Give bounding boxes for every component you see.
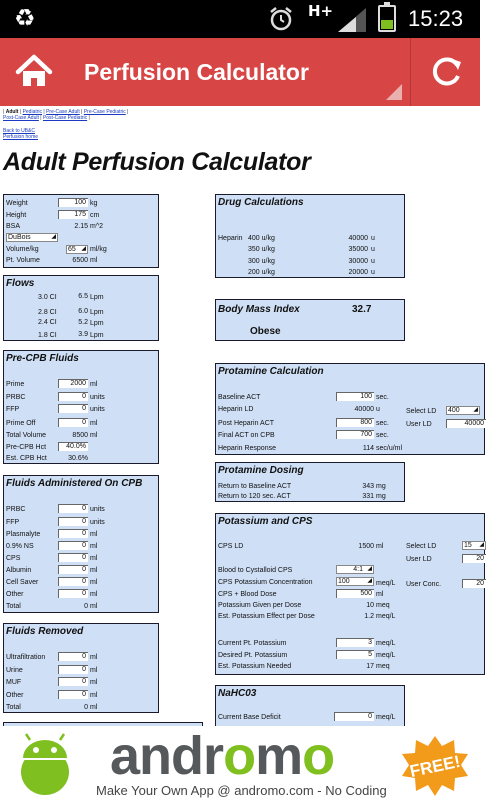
ratio-select[interactable]	[336, 565, 374, 574]
drug-value: 40000	[348, 235, 368, 242]
refresh-icon[interactable]	[412, 38, 480, 106]
pre-cpb-unit: ml	[90, 381, 98, 388]
home-icon[interactable]	[0, 38, 68, 106]
prime-off-input[interactable]: 0	[58, 418, 88, 427]
ratio-label: Blood to Cystalloid CPS	[218, 567, 293, 574]
cps-ld-unit: ml	[376, 543, 384, 550]
bmi-panel	[215, 299, 405, 341]
effect-label: Est. Potassium Effect per Dose	[218, 613, 315, 620]
pt-volume-label: Pt. Volume	[6, 257, 40, 264]
heparin-ld-value: 40000	[354, 406, 374, 413]
base-deficit-input[interactable]: 0	[334, 712, 374, 721]
fluid-input[interactable]: 0	[58, 553, 88, 562]
concentration-select[interactable]	[336, 577, 374, 586]
flow-ci: 2.8 CI	[38, 309, 57, 316]
protamine-unit: sec.	[376, 420, 389, 427]
given-unit: meq	[376, 602, 390, 609]
removed-label: Ultrafiltration	[6, 654, 46, 661]
fluid-label: Total	[6, 603, 21, 610]
signal-icon	[336, 8, 368, 32]
flows-title: Flows	[6, 278, 35, 289]
fluid-total-value: 0	[84, 603, 88, 610]
est-cpb-hct-value: 30.6%	[68, 455, 88, 462]
given-value: 10	[366, 602, 374, 609]
overflow-indicator-icon	[386, 84, 402, 100]
ad-brand	[110, 726, 334, 786]
free-badge-text: FREE!	[408, 751, 463, 782]
needed-unit: meq	[376, 663, 390, 670]
pre-cpb-panel	[3, 350, 159, 464]
current-potassium-input[interactable]: 3	[336, 638, 374, 647]
pre-cpb-title: Pre-CPB Fluids	[6, 353, 79, 364]
protamine-label: Heparin LD	[218, 406, 254, 413]
protamine-dosing-panel	[215, 462, 405, 502]
pre-cpb-label: Total Volume	[6, 432, 47, 439]
heparin-response-value: 114	[362, 445, 374, 452]
volume-kg-unit: ml/kg	[90, 246, 107, 253]
fluid-label: Albumin	[6, 567, 32, 574]
pt-volume-value: 6500	[72, 257, 88, 264]
free-badge	[400, 734, 470, 798]
dosing-unit: mg	[376, 493, 386, 500]
dropdown-arrow-icon: ◢	[473, 407, 478, 413]
ffp-input[interactable]: 0	[58, 404, 88, 413]
drug-dose: 350 u/kg	[248, 246, 275, 253]
drug-dose: 300 u/kg	[248, 258, 275, 265]
flow-ci: 2.4 CI	[38, 319, 57, 326]
protamine-dosing-title: Protamine Dosing	[218, 465, 304, 476]
flow-unit: Lpm	[90, 294, 104, 301]
removed-unit: ml	[90, 654, 98, 661]
potassium-title: Potassium and CPS	[218, 516, 313, 527]
drug-unit: u	[371, 246, 375, 253]
drug-value: 35000	[348, 246, 368, 253]
divider	[410, 38, 411, 106]
fluid-label: Plasmalyte	[6, 531, 41, 538]
dosing-label: Return to Baseline ACT	[218, 483, 292, 490]
removed-input[interactable]: 0	[58, 690, 88, 699]
k-select-ld-dropdown[interactable]	[462, 541, 486, 550]
battery-icon	[378, 5, 396, 32]
fluids-cpb-panel	[3, 475, 159, 613]
fluid-unit: units	[90, 506, 105, 513]
nav-link-pre-case-pediatric[interactable]: Pre-Case Pediatric	[83, 109, 126, 115]
removed-label: MUF	[6, 679, 22, 686]
bmi-category: Obese	[250, 326, 281, 337]
select-ld-value: 400	[448, 407, 460, 414]
fluid-unit: ml	[90, 603, 98, 610]
flow-ci: 1.8 CI	[38, 332, 57, 339]
nav-link-post-case-pediatric[interactable]: Post-Case Pediatric	[42, 115, 88, 121]
final-act-input[interactable]: 700	[336, 430, 374, 439]
dropdown-arrow-icon: ◢	[367, 566, 372, 572]
fluids-cpb-title: Fluids Administered On CPB	[6, 478, 143, 489]
home-link[interactable]: Perfusion home	[3, 134, 39, 140]
fluid-input[interactable]: 0	[58, 541, 88, 550]
blood-dose-unit: ml	[376, 591, 384, 598]
calculator-nav: | Adult | Pediatric | Pre-Case Adult | Pre-Case Pediatric | Post-Case Adult | Post-Case Pediatric |	[3, 109, 129, 121]
baseline-act-input[interactable]: 100	[336, 392, 374, 401]
flow-value: 3.9	[78, 331, 88, 338]
needed-label: Est. Potassium Needed	[218, 663, 292, 670]
desired-label: Desired Pt. Potassium	[218, 652, 288, 659]
bsa-label: BSA	[6, 223, 21, 230]
dosing-unit: mg	[376, 483, 386, 490]
app-title: Perfusion Calculator	[84, 59, 309, 85]
flows-panel	[3, 275, 159, 341]
nav-link-adult[interactable]: Adult	[5, 109, 19, 115]
drug-dose: 400 u/kg	[248, 235, 275, 242]
flow-value: 5.2	[78, 319, 88, 326]
concentration-unit: meq/L	[376, 580, 396, 587]
fluid-unit: ml	[90, 591, 98, 598]
android-robot-icon	[14, 730, 76, 796]
fluid-unit: units	[90, 519, 105, 526]
cps-ld-label: CPS LD	[218, 543, 244, 550]
pre-cpb-unit: units	[90, 394, 105, 401]
volume-kg-value: 65	[68, 246, 76, 253]
fluid-label: Cell Saver	[6, 579, 39, 586]
nav-link-post-case-adult[interactable]: Post-Case Adult	[3, 115, 39, 121]
needed-value: 17	[366, 663, 374, 670]
height-unit: cm	[90, 212, 100, 219]
weight-unit: kg	[90, 200, 98, 207]
ad-brand-text: andromo	[110, 726, 335, 786]
prbc-input[interactable]: 0	[58, 392, 88, 401]
fluid-label: 0.9% NS	[6, 543, 34, 550]
pre-cpb-label: Est. CPB Hct	[6, 455, 47, 462]
prime-input[interactable]: 2000	[58, 379, 88, 388]
pre-cpb-unit: ml	[90, 432, 98, 439]
fluid-label: PRBC	[6, 506, 26, 513]
drug-title: Drug Calculations	[218, 197, 304, 208]
ad-banner[interactable]	[0, 726, 480, 800]
effect-unit: meq/L	[376, 613, 396, 620]
potassium-panel	[215, 513, 485, 675]
fluids-removed-panel	[3, 623, 159, 713]
bsa-unit: m^2	[90, 223, 104, 230]
concentration-value: 100	[338, 578, 350, 585]
dropdown-arrow-icon: ◢	[479, 542, 484, 548]
fluid-label: FFP	[6, 519, 20, 526]
removed-input[interactable]: 0	[58, 665, 88, 674]
cps-ld-value: 1500	[358, 543, 374, 550]
protamine-label: Baseline ACT	[218, 394, 261, 401]
removed-label: Total	[6, 704, 21, 711]
bmi-value: 32.7	[352, 304, 372, 315]
dropdown-arrow-icon: ◢	[51, 234, 56, 240]
fluid-input[interactable]: 0	[58, 589, 88, 598]
flow-unit: Lpm	[90, 332, 104, 339]
protamine-unit: sec.	[376, 394, 389, 401]
protamine-unit: sec/u/ml	[376, 445, 403, 452]
network-type-label: H+	[308, 2, 334, 20]
removed-label: Other	[6, 692, 24, 699]
ratio-value: 4:1	[353, 566, 363, 573]
base-deficit-label: Current Base Deficit	[218, 714, 281, 721]
removed-label: Urine	[6, 667, 23, 674]
total-volume-value: 8500	[72, 432, 88, 439]
pre-cpb-label: FFP	[6, 406, 20, 413]
weight-input[interactable]: 100	[58, 198, 88, 207]
nahco3-title: NaHC03	[218, 688, 257, 699]
pre-cpb-label: Prime Off	[6, 420, 36, 427]
k-user-ld-label: User LD	[406, 556, 432, 563]
pre-cpb-unit: ml	[90, 420, 98, 427]
user-conc-input[interactable]: 20	[462, 579, 486, 588]
alarm-icon	[268, 6, 294, 32]
drug-value: 20000	[348, 269, 368, 276]
select-ld-label: Select LD	[406, 408, 437, 415]
post-heparin-act-input[interactable]: 800	[336, 418, 374, 427]
fluid-input[interactable]: 0	[58, 517, 88, 526]
webview[interactable]	[0, 106, 484, 726]
blood-dose-input[interactable]: 500	[336, 589, 374, 598]
desired-unit: meq/L	[376, 652, 396, 659]
fluid-unit: ml	[90, 555, 98, 562]
protamine-calc-title: Protamine Calculation	[218, 366, 324, 377]
drug-panel	[215, 194, 405, 278]
page-title: Adult Perfusion Calculator	[3, 148, 311, 176]
fluid-input[interactable]: 0	[58, 529, 88, 538]
current-unit: meq/L	[376, 640, 396, 647]
pt-volume-unit: ml	[90, 257, 98, 264]
drug-name: Heparin	[218, 235, 243, 242]
fluid-unit: ml	[90, 543, 98, 550]
fluid-input[interactable]: 0	[58, 565, 88, 574]
fluid-label: Other	[6, 591, 24, 598]
removed-input[interactable]: 0	[58, 652, 88, 661]
drug-value: 30000	[348, 258, 368, 265]
effect-value: 1.2	[364, 613, 374, 620]
recycle-icon: ♻	[14, 5, 36, 32]
protamine-label: Final ACT on CPB	[218, 432, 275, 439]
current-label: Current Pt. Potassium	[218, 640, 287, 647]
protamine-label: Post Heparin ACT	[218, 420, 275, 427]
flow-value: 6.5	[78, 293, 88, 300]
flow-unit: Lpm	[90, 309, 104, 316]
pre-cpb-unit: units	[90, 406, 105, 413]
dropdown-arrow-icon: ◢	[81, 246, 86, 252]
k-user-ld-input[interactable]: 20	[462, 554, 486, 563]
status-bar	[0, 0, 480, 38]
removed-total-value: 0	[84, 704, 88, 711]
fluids-removed-title: Fluids Removed	[6, 626, 84, 637]
back-link[interactable]: Back to UB&C	[3, 128, 35, 134]
user-ld-input[interactable]: 40000	[446, 419, 486, 428]
removed-unit: ml	[90, 679, 98, 686]
pre-cpb-hct-input[interactable]: 40.0%	[58, 442, 88, 451]
back-links	[3, 128, 38, 140]
drug-unit: u	[371, 258, 375, 265]
dosing-label: Return to 120 sec. ACT	[218, 493, 291, 500]
app-bar	[0, 38, 480, 106]
volume-kg-select[interactable]	[66, 245, 88, 254]
bsa-formula-select[interactable]	[6, 233, 58, 242]
flow-ci: 3.0 CI	[38, 294, 57, 301]
protamine-unit: u	[376, 406, 380, 413]
bsa-formula-value: DuBois	[8, 234, 31, 241]
protamine-calc-panel	[215, 363, 485, 455]
removed-unit: ml	[90, 692, 98, 699]
k-select-ld-label: Select LD	[406, 543, 437, 550]
drug-unit: u	[371, 235, 375, 242]
user-conc-label: User Conc.	[406, 581, 442, 588]
height-label: Height	[6, 212, 27, 219]
clock: 15:23	[408, 6, 464, 31]
dosing-value: 343	[362, 483, 374, 490]
height-input[interactable]: 175	[58, 210, 88, 219]
base-deficit-unit: meq/L	[376, 714, 396, 721]
k-select-ld-value: 15	[464, 542, 472, 549]
fluid-unit: ml	[90, 567, 98, 574]
pre-cpb-label: PRBC	[6, 394, 26, 401]
dosing-value: 331	[362, 493, 374, 500]
fluid-unit: ml	[90, 579, 98, 586]
volume-kg-label: Volume/kg	[6, 246, 39, 253]
drug-unit: u	[371, 269, 375, 276]
fluid-unit: ml	[90, 531, 98, 538]
drug-dose: 200 u/kg	[248, 269, 275, 276]
weight-label: Weight	[6, 200, 28, 207]
bsa-value: 2.15	[74, 223, 88, 230]
ad-tagline: Make Your Own App @ andromo.com - No Coding	[96, 783, 387, 798]
nav-link-pre-case-adult[interactable]: Pre-Case Adult	[46, 109, 80, 115]
bmi-title: Body Mass Index	[218, 304, 300, 315]
blood-dose-label: CPS + Blood Dose	[218, 591, 277, 598]
fluid-input[interactable]: 0	[58, 504, 88, 513]
pre-cpb-label: Pre-CPB Hct	[6, 444, 47, 451]
select-ld-dropdown[interactable]	[446, 406, 480, 415]
concentration-label: CPS Potassium Concentration	[218, 579, 313, 586]
user-ld-label: User LD	[406, 421, 432, 428]
patient-panel	[3, 194, 159, 268]
fluid-input[interactable]: 0	[58, 577, 88, 586]
given-label: Potassium Given per Dose	[218, 602, 302, 609]
flow-value: 6.0	[78, 308, 88, 315]
dropdown-arrow-icon: ◢	[367, 578, 372, 584]
flow-unit: Lpm	[90, 320, 104, 327]
nav-link-pediatric[interactable]: Pediatric	[22, 109, 43, 115]
removed-input[interactable]: 0	[58, 677, 88, 686]
removed-unit: ml	[90, 667, 98, 674]
removed-unit: ml	[90, 704, 98, 711]
desired-potassium-input[interactable]: 5	[336, 650, 374, 659]
protamine-label: Heparin Response	[218, 445, 276, 452]
protamine-unit: sec.	[376, 432, 389, 439]
pre-cpb-label: Prime	[6, 381, 25, 388]
fluid-label: CPS	[6, 555, 21, 562]
